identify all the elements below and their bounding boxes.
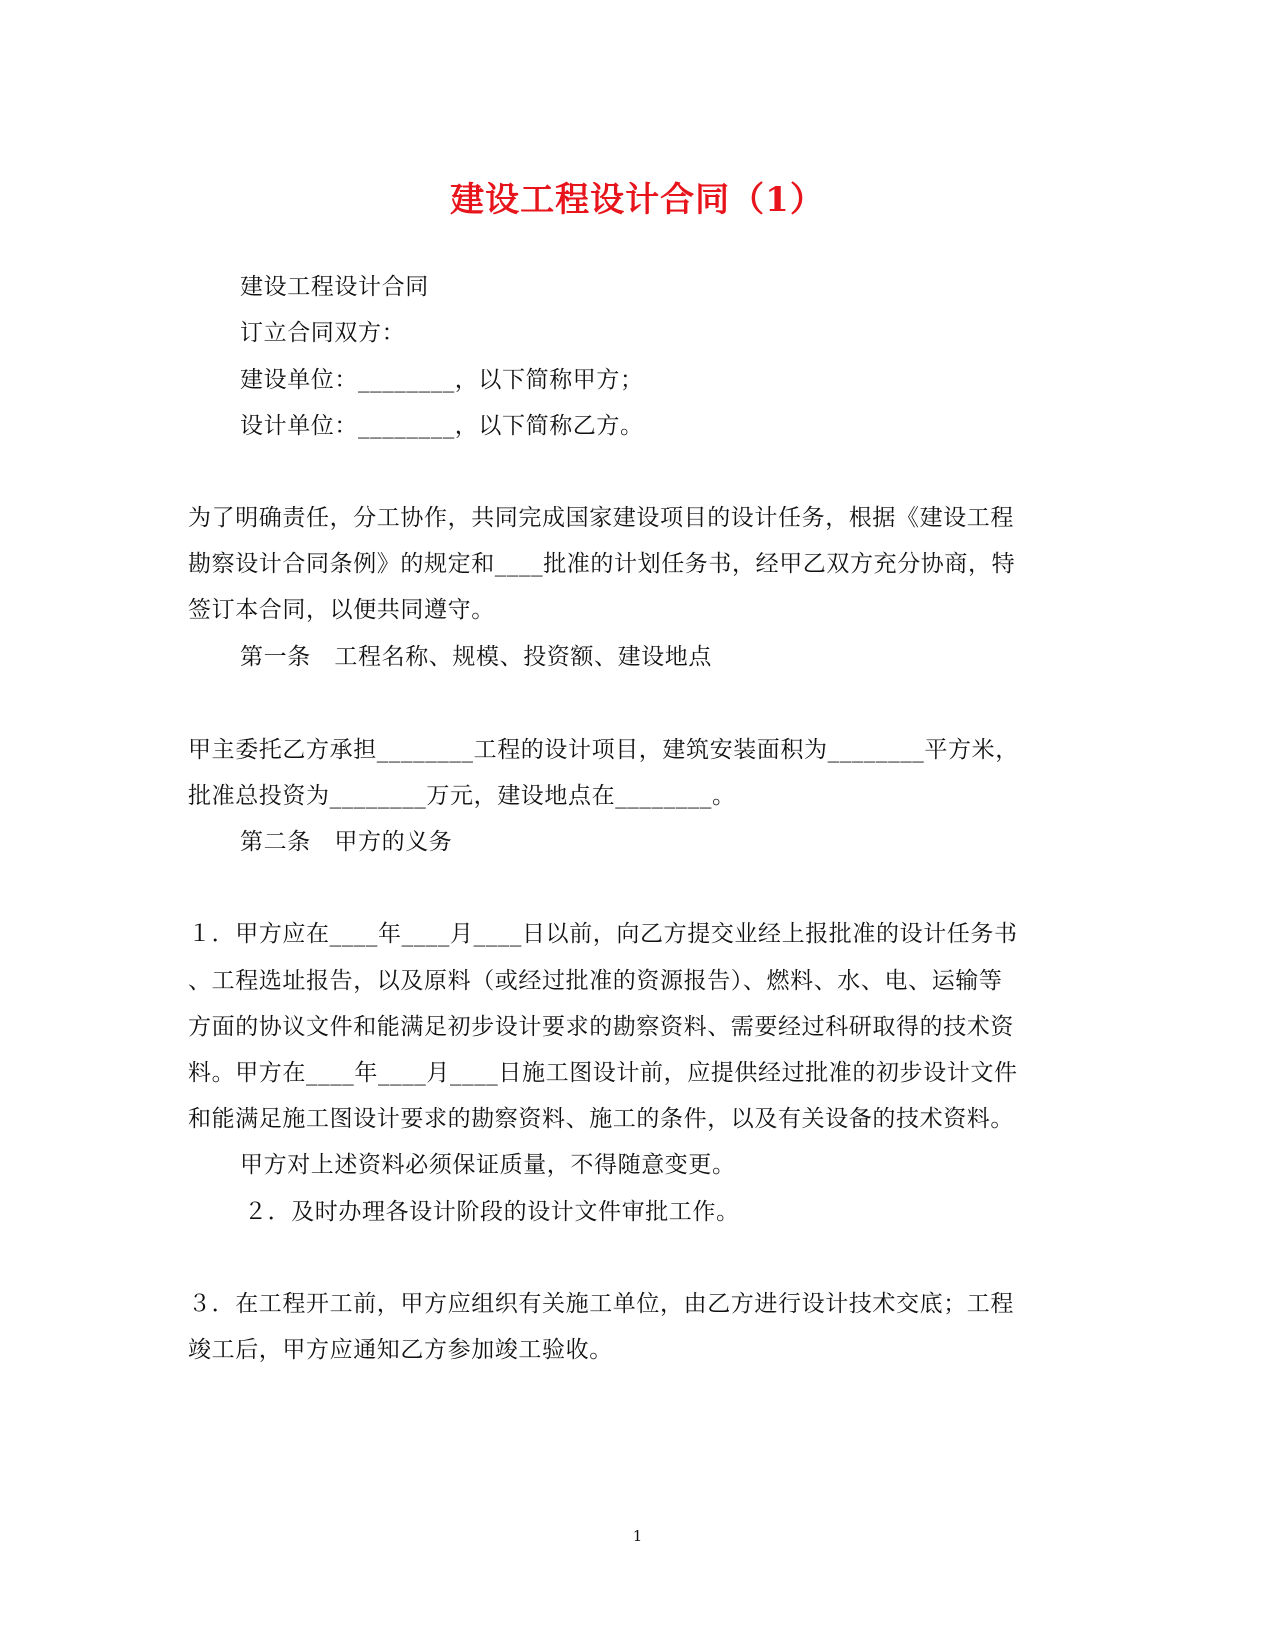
party-a-line: 建设单位：________，以下简称甲方； [240, 367, 644, 393]
article-1-heading: 第一条 工程名称、规模、投资额、建设地点 [240, 644, 712, 670]
clause-1-line-2: 、工程选址报告，以及原料（或经过批准的资源报告）、燃料、水、电、运输等 [188, 968, 1003, 994]
preamble-line-1: 为了明确责任，分工协作，共同完成国家建设项目的设计任务，根据《建设工程 [188, 505, 1014, 531]
parties-heading: 订立合同双方： [240, 320, 406, 346]
doc-subtitle: 建设工程设计合同 [240, 274, 429, 300]
page-number: 1 [632, 1527, 643, 1545]
document-title: 建设工程设计合同（1） [450, 180, 825, 220]
article-1-line-2: 批准总投资为________万元，建设地点在________。 [188, 783, 736, 809]
article-2-heading: 第二条 甲方的义务 [240, 829, 453, 855]
clause-3-line-1: ３．在工程开工前，甲方应组织有关施工单位，由乙方进行设计技术交底；工程 [188, 1291, 1014, 1317]
clause-1-line-3: 方面的协议文件和能满足初步设计要求的勘察资料、需要经过科研取得的技术资 [188, 1014, 1014, 1040]
clause-1-line-4: 料。甲方在____年____月____日施工图设计前，应提供经过批准的初步设计文件 [188, 1060, 1018, 1086]
preamble-line-2: 勘察设计合同条例》的规定和____批准的计划任务书，经甲乙双方充分协商，特 [188, 551, 1016, 577]
clause-2-line: ２．及时办理各设计阶段的设计文件审批工作。 [244, 1199, 740, 1225]
preamble-line-3: 签订本合同，以便共同遵守。 [188, 597, 495, 623]
clause-3-line-2: 竣工后，甲方应通知乙方参加竣工验收。 [188, 1337, 613, 1363]
clause-1-line-5: 和能满足施工图设计要求的勘察资料、施工的条件，以及有关设备的技术资料。 [188, 1106, 1014, 1132]
party-b-line: 设计单位：________，以下简称乙方。 [240, 413, 644, 439]
article-1-line-1: 甲主委托乙方承担________工程的设计项目，建筑安装面积为________平方米， [188, 737, 1019, 763]
clause-1-note: 甲方对上述资料必须保证质量，不得随意变更。 [240, 1152, 736, 1178]
clause-1-line-1: １．甲方应在____年____月____日以前，向乙方提交业经上报批准的设计任务书 [188, 921, 1018, 947]
